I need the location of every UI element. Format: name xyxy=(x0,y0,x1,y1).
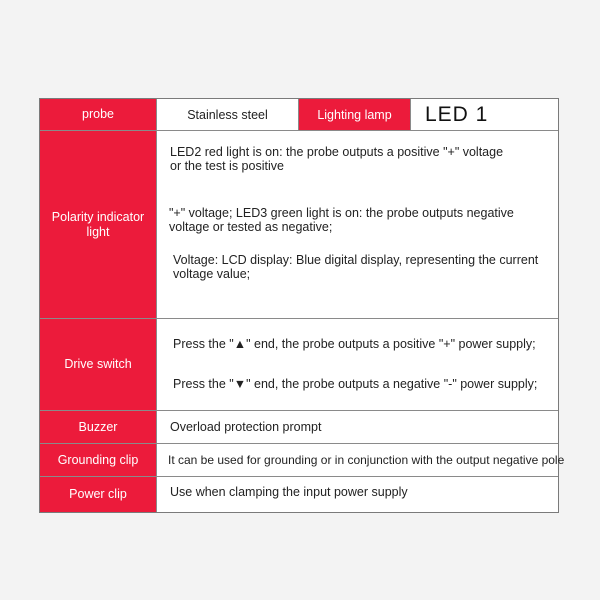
value-drive-switch xyxy=(157,319,558,410)
label-probe: probe xyxy=(40,99,157,130)
label-power-clip: Power clip xyxy=(40,477,157,512)
value-polarity-indicator xyxy=(157,131,558,318)
value-probe-material: Stainless steel xyxy=(157,99,299,130)
label-grounding-clip: Grounding clip xyxy=(40,444,157,476)
row-probe xyxy=(40,99,558,131)
value-lighting-lamp: LED 1 xyxy=(425,102,489,126)
polarity-text-line-1: LED2 red light is on: the probe outputs a positive "+" voltage xyxy=(170,145,504,159)
label-lighting-lamp: Lighting lamp xyxy=(299,99,411,130)
value-grounding-clip: It can be used for grounding or in conjunction with the output negative pole xyxy=(168,453,565,467)
row-drive-switch xyxy=(40,319,558,411)
polarity-text-line-3: "+" voltage; LED3 green light is on: the probe outputs negative xyxy=(169,206,514,220)
polarity-text-line-6: voltage value; xyxy=(173,267,251,281)
label-drive-switch: Drive switch xyxy=(40,319,157,410)
polarity-text-line-2: or the test is positive xyxy=(170,159,284,173)
polarity-text-line-5: Voltage: LCD display: Blue digital display, representing the current xyxy=(173,253,539,267)
value-power-clip: Use when clamping the input power supply xyxy=(170,485,408,499)
label-buzzer: Buzzer xyxy=(40,411,157,443)
drive-switch-line-positive: Press the "▲" end, the probe outputs a positive "+" power supply; xyxy=(173,337,536,351)
polarity-text-line-4: voltage or tested as negative; xyxy=(169,220,333,234)
value-buzzer: Overload protection prompt xyxy=(170,420,322,434)
drive-switch-line-negative: Press the "▼" end, the probe outputs a negative "-" power supply; xyxy=(173,377,538,391)
label-polarity-indicator: Polarity indicator light xyxy=(40,131,157,318)
row-grounding-clip xyxy=(40,444,565,477)
row-buzzer xyxy=(40,411,558,444)
row-power-clip xyxy=(40,477,558,512)
spec-table xyxy=(39,98,565,513)
row-polarity-indicator xyxy=(40,131,558,319)
